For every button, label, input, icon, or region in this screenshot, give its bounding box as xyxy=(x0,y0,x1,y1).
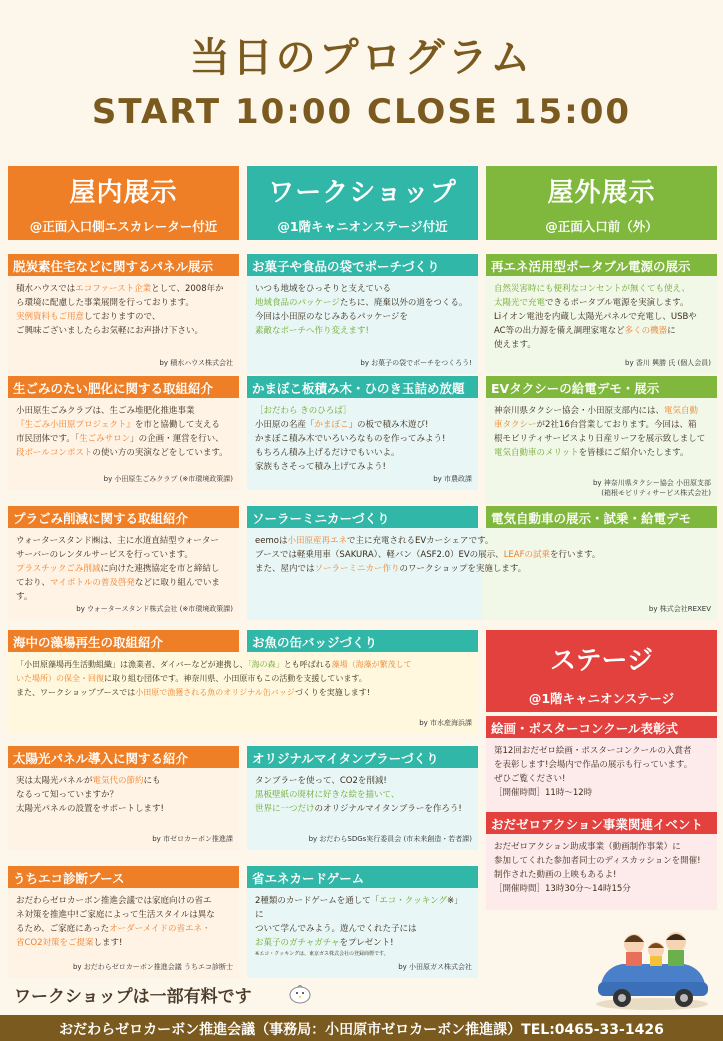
kamaboko-title: かまぼこ板積み木・ひのき玉詰め放題 xyxy=(247,376,478,398)
card-box: 省エネカードゲーム 2種類のカードゲームを通して「エコ・クッキング※」に ついて学んでみよう。遊んでくれた子には お菓子のガチャガチャをプレゼント! ※エコ・クッキングは、東京ガス株式会社の登録商標です。 by 小田原ガス株式会社 xyxy=(247,866,478,978)
workshop-heading: ワークショップ xyxy=(268,178,457,208)
seaweed-by: by 市水産海浜課 xyxy=(419,719,472,727)
action-title: おだゼロアクション事業関連イベント xyxy=(486,812,717,834)
page-title: 当日のプログラム xyxy=(189,35,534,81)
indoor-location: @正面入口側エスカレーター付近 xyxy=(29,219,218,234)
tumbler-title: オリジナルマイタンブラーづくり xyxy=(247,746,478,768)
panel-box: 脱炭素住宅などに関するパネル展示 積水ハウスではエコファースト企業として、2008年か ら環境に配慮した事業展開を行っております。 実例資料もご用意しておりますので、 ご興味ございましたらお気軽にお声掛け下さい。 by 積水ハウス株式会社 xyxy=(8,254,239,374)
minicar-by: by 株式会社REXEV xyxy=(648,605,711,613)
contest-title: 絵画・ポスターコンクール表彰式 xyxy=(486,716,717,738)
indoor-heading: 屋内展示 xyxy=(69,178,178,208)
fee-note: ワークショップは一部有料です xyxy=(14,987,252,1007)
pouch-title: お菓子や食品の袋でポーチづくり xyxy=(247,254,478,276)
pouch-box: お菓子や食品の袋でポーチづくり いつも地域をひっそりと支えている 地域食品のパッケージたちに、廃棄以外の道をつくる。 今回は小田原のなじみあるパッケージを 素敵なポーチへ作り変えます! by お菓子の袋でポーチをつくろう! xyxy=(247,254,478,374)
card-title: 省エネカードゲーム xyxy=(247,866,478,888)
tumbler-by: by おだわらSDGs実行委員会 (市未来創造・若者課) xyxy=(308,835,472,843)
seaweed-title: 海中の藻場再生の取組紹介 xyxy=(8,630,239,652)
indoor-header xyxy=(8,166,239,240)
kamaboko-box: かまぼこ板積み木・ひのき玉詰め放題 ［おだわら きのひろば］ 小田原の名産「かまぼこ」の板で積み木遊び! かまぼこ積み木でいろいろなものを作ってみよう! もちろん積み上げるだけでもいいよ。 家族もさそって積み上げてみよう! by 市農政課 xyxy=(247,376,478,490)
event-time: START 10:00 CLOSE 15:00 xyxy=(91,92,632,132)
eco-title: うちエコ診断ブース xyxy=(8,866,239,888)
chick-icon xyxy=(288,982,312,1004)
pouch-by: by お菓子の袋でポーチをつくろう! xyxy=(360,359,472,367)
card-by: by 小田原ガス株式会社 xyxy=(398,963,472,971)
panel-title: 脱炭素住宅などに関するパネル展示 xyxy=(8,254,239,276)
solar-by: by 市ゼロカーボン推進課 xyxy=(152,835,233,843)
eco-box: うちエコ診断ブース おだわらゼロカーボン推進会議では家庭向けの省エ ネ対策を推進中!ご家庭によって生活スタイルは異な るため、ご家庭にあったオーダーメイドの省エネ・ 省CO2対策をご提案します! by おだわらゼロカーボン推進会議 うちエコ診断士 xyxy=(8,866,239,978)
tumbler-box: オリジナルマイタンブラーづくり タンブラーを使って、CO2を削減! 黒板壁紙の廃材に好きな絵を描いて、 世界に一つだけのオリジナルマイタンブラーを作ろう! by おだわらSDGs実行委員会 (市未来創造・若者課) xyxy=(247,746,478,850)
seaweed-box: 海中の藻場再生の取組紹介 お魚の缶バッジづくり 「小田原藻場再生活動組織」は漁業者、ダイバーなどが連携し、「海の森」とも呼ばれる藻場（海藻が繁茂して いた場所）の保全・回復に取り組む団体です。神奈川県、小田原市もこの活動を支援しています。 また、ワークショップブースでは小田原で漁獲される魚のオリジナル缶バッジづくりを実施します! by 市水産海浜課 xyxy=(8,630,478,734)
ev-demo-title: 電気自動車の展示・試乗・給電デモ xyxy=(486,506,717,528)
power-box: 再エネ活用型ポータブル電源の展示 自然災害時にも便利なコンセントが無くても使え、 太陽光で充電できるポータブル電源を実演します。 Liイオン電池を内蔵し太陽光パネルで充電し、USBや AC等の出力源を備え調理家電など多くの機器に 使えます。 by 香川 興勝 氏 (個人会員) xyxy=(486,254,717,374)
eco-by: by おだわらゼロカーボン推進会議 うちエコ診断士 xyxy=(72,963,233,971)
plastic-title: プラごみ削減に関する取組紹介 xyxy=(8,506,239,528)
power-by: by 香川 興勝 氏 (個人会員) xyxy=(625,359,711,367)
outdoor-header xyxy=(486,166,717,240)
badge-title: お魚の缶バッジづくり xyxy=(247,630,478,652)
panel-by: by 積水ハウス株式会社 xyxy=(159,359,233,367)
action-box: おだゼロアクション事業関連イベント おだゼロアクション助成事業（動画制作事業）に 参加してくれた参加者同士のディスカッションを開催! 制作された動画の上映もあるよ! ［開催時間］13時30分～14時15分 xyxy=(486,812,717,910)
outdoor-heading: 屋外展示 xyxy=(547,178,656,208)
family-car-icon xyxy=(592,920,712,1012)
plastic-by: by ウォータースタンド株式会社 (※市環境政策課) xyxy=(76,605,233,613)
plastic-box: プラごみ削減に関する取組紹介 ウォータースタンド㈱は、主に水道直結型ウォーター サーバーのレンタルサービスを行っています。 プラスチックごみ削減に向けた連携協定を市と締結し ており、マイボトルの普及啓発などに取り組んでいます。 by ウォータースタンド株式会社 (※市環境政策課) xyxy=(8,506,239,620)
stage-heading: ステージ xyxy=(550,646,653,676)
outdoor-location: @正面入口前（外） xyxy=(545,219,658,234)
minicar-box: ソーラーミニカーづくり 電気自動車の展示・試乗・給電デモ eemoは小田原産再エネで主に充電されるEVカーシェアです。 ブースでは軽乗用車（SAKURA）、軽バン（ASF2.0）EVの展示、LEAFの試乗を行います。 また、屋内ではソーラーミニカー作りのワークショップを実施します。 by 株式会社REXEV xyxy=(247,506,717,620)
ev-taxi-by2: (箱根モビリティサービス株式会社) xyxy=(601,489,711,497)
minicar-title: ソーラーミニカーづくり xyxy=(247,506,478,528)
workshop-location: @1階キャニオンステージ付近 xyxy=(277,219,448,234)
stage-header xyxy=(486,630,717,712)
compost-by: by 小田原生ごみクラブ (※市環境政策課) xyxy=(103,475,233,483)
solar-box: 太陽光パネル導入に関する紹介 実は太陽光パネルが電気代の節約にも なるって知っていますか？ 太陽光パネルの設置をサポートします! by 市ゼロカーボン推進課 xyxy=(8,746,239,850)
stage-location: @1階キャニオンステージ xyxy=(528,691,675,706)
power-title: 再エネ活用型ポータブル電源の展示 xyxy=(486,254,717,276)
solar-title: 太陽光パネル導入に関する紹介 xyxy=(8,746,239,768)
ev-taxi-box: EVタクシーの給電デモ・展示 神奈川県タクシー協会・小田原支部内には、電気自動 車タクシーが2社16台営業しております。今回は、箱 根モビリティサービスより日産リーフを展示致しまして 電気自動車のメリットを皆様にご紹介いたします。 by 神奈川県タクシー協会 小田原支部 (箱根モビリティサービス株式会社) xyxy=(486,376,717,504)
kamaboko-by: by 市農政課 xyxy=(433,475,472,483)
ev-taxi-title: EVタクシーの給電デモ・展示 xyxy=(486,376,717,398)
ev-taxi-by: by 神奈川県タクシー協会 小田原支部 xyxy=(592,479,711,487)
compost-title: 生ごみのたい肥化に関する取組紹介 xyxy=(8,376,239,398)
compost-box: 生ごみのたい肥化に関する取組紹介 小田原生ごみクラブは、生ごみ堆肥化推進事業 『生ごみ小田原プロジェクト』を市と協働して支える 市民団体です。「生ごみサロン」の企画・運営を行い、 段ボールコンポストの使い方の実演などをしています。 by 小田原生ごみクラブ (※市環境政策課) xyxy=(8,376,239,490)
footer-contact: おだわらゼロカーボン推進会議（事務局：小田原市ゼロカーボン推進課）TEL:0465-33-1426 xyxy=(0,1015,723,1041)
contest-box: 絵画・ポスターコンクール表彰式 第12回おだゼロ絵画・ポスターコンクールの入賞者 を表彰します!会場内で作品の展示も行っています。 ぜひご覧ください! ［開催時間］11時～12時 xyxy=(486,716,717,814)
workshop-header xyxy=(247,166,478,240)
